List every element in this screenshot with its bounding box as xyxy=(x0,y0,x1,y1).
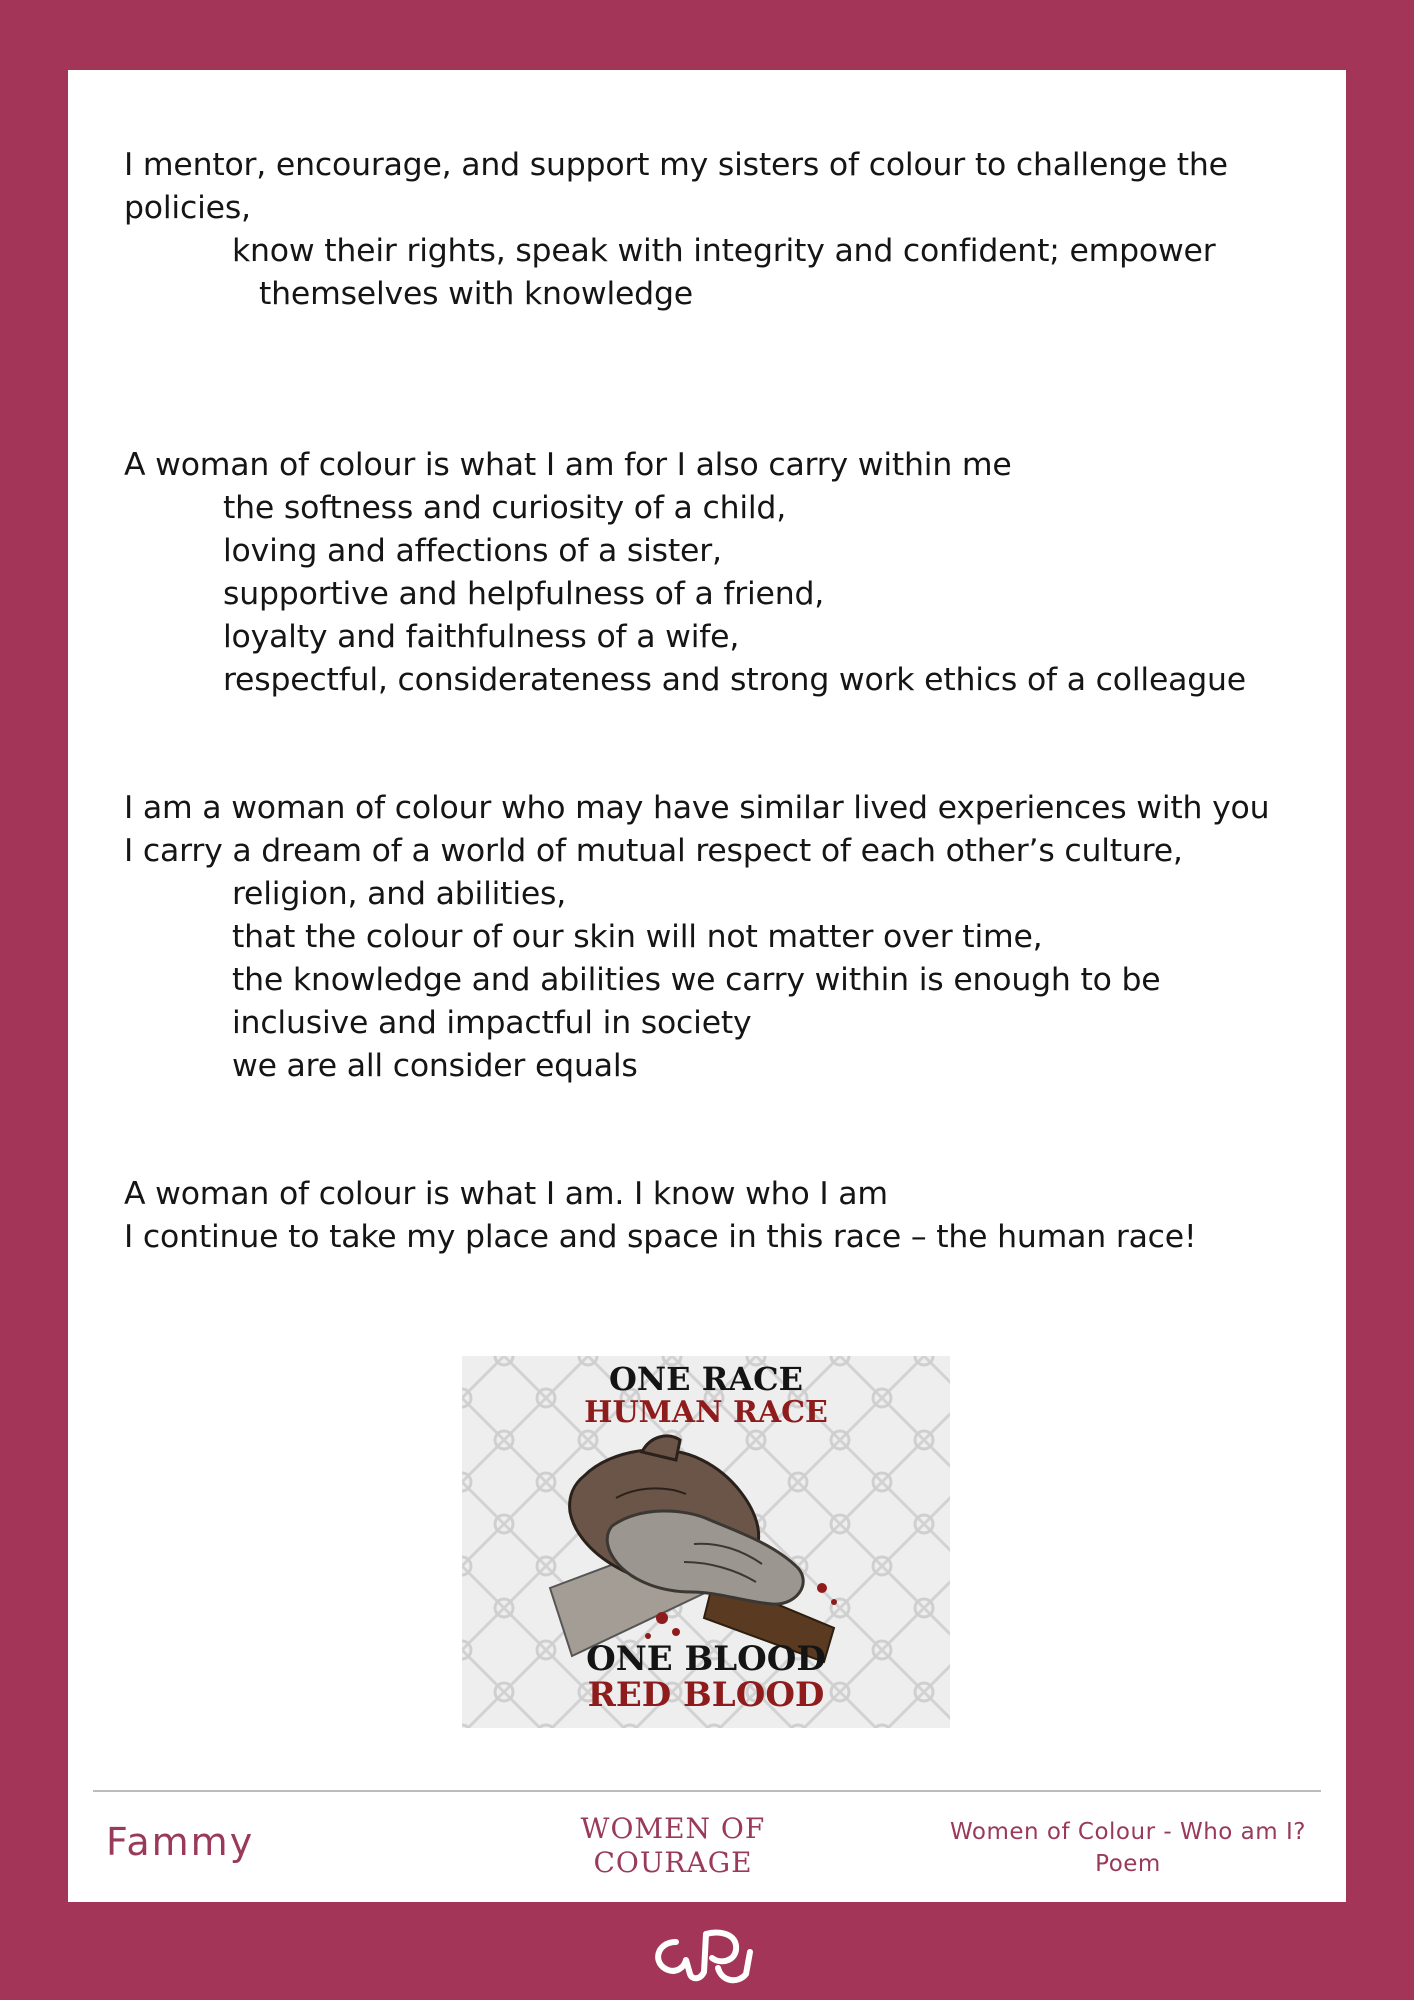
footer-brand-line: WOMEN OF xyxy=(580,1812,766,1845)
poem-line: policies, xyxy=(124,190,251,226)
stanza-1 xyxy=(124,144,1304,316)
poem-line: A woman of colour is what I am for I also carry within me xyxy=(124,447,1012,483)
footer-doc-line: Poem xyxy=(1095,1851,1161,1877)
poem-line: I am a woman of colour who may have similar lived experiences with you xyxy=(124,790,1270,826)
poem-line: supportive and helpfulness of a friend, xyxy=(223,576,825,612)
footer-brand-line: COURAGE xyxy=(593,1846,753,1879)
poem-line: themselves with knowledge xyxy=(259,276,693,312)
poem-line: know their rights, speak with integrity and confident; empower xyxy=(232,233,1216,269)
poem-line: the softness and curiosity of a child, xyxy=(223,490,787,526)
poem-line: loyalty and faithfulness of a wife, xyxy=(223,619,740,655)
poem-line: religion, and abilities, xyxy=(232,876,567,912)
illustration-text-one-blood: ONE BLOOD xyxy=(586,1639,826,1679)
footer-doc-line: Women of Colour - Who am I? xyxy=(950,1819,1306,1845)
illustration-text-red-blood: RED BLOOD xyxy=(587,1675,825,1715)
poem-line: we are all consider equals xyxy=(232,1048,638,1084)
poem-line: loving and affections of a sister, xyxy=(223,533,722,569)
one-race-illustration xyxy=(462,1356,950,1728)
poem-line: I carry a dream of a world of mutual respect of each other’s culture, xyxy=(124,833,1183,869)
footer-document-title xyxy=(928,1816,1328,1880)
illustration-text-one-race: ONE RACE xyxy=(609,1360,803,1398)
poem-line: that the colour of our skin will not matter over time, xyxy=(232,919,1043,955)
poem-line: A woman of colour is what I am. I know who I am xyxy=(124,1176,888,1212)
poem-line: the knowledge and abilities we carry within is enough to be xyxy=(232,962,1161,998)
poem-line: I mentor, encourage, and support my sisters of colour to challenge the xyxy=(124,147,1228,183)
stanza-3 xyxy=(124,787,1304,1088)
footer-author: Fammy xyxy=(106,1820,255,1864)
brand-logo-icon xyxy=(646,1912,768,1992)
poem-line: respectful, considerateness and strong work ethics of a colleague xyxy=(223,662,1246,698)
document-page xyxy=(68,70,1346,1902)
stanza-2 xyxy=(124,444,1304,702)
footer-brand xyxy=(538,1812,808,1880)
illustration-text-human-race: HUMAN RACE xyxy=(584,1395,828,1430)
poem-line: inclusive and impactful in society xyxy=(232,1005,752,1041)
stanza-4 xyxy=(124,1173,1304,1259)
footer-divider xyxy=(93,1790,1321,1792)
poem-body xyxy=(124,144,1304,1259)
poem-line: I continue to take my place and space in this race – the human race! xyxy=(124,1219,1197,1255)
